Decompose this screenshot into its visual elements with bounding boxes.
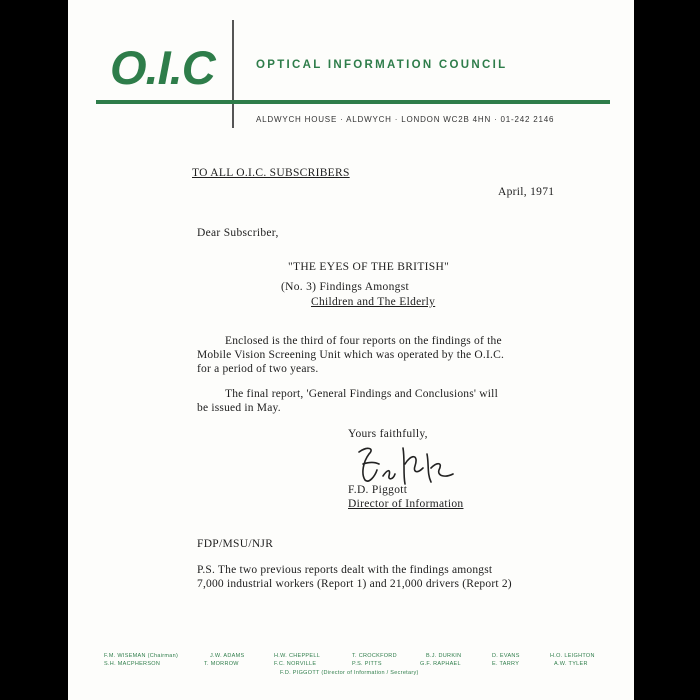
paragraph1-line: Mobile Vision Screening Unit which was operated by the O.I.C. <box>197 349 505 361</box>
signer-name: F.D. Piggott <box>348 484 408 496</box>
footer-director: J.W. ADAMS <box>210 653 245 659</box>
footer-director: A.W. TYLER <box>554 661 588 667</box>
footer-director: B.J. DURKIN <box>426 653 462 659</box>
footer-director: T. MORROW <box>204 661 239 667</box>
paragraph1-line: for a period of two years. <box>197 363 319 375</box>
paragraph1-line: Enclosed is the third of four reports on the findings of the <box>225 335 502 347</box>
footer-director: T. CROCKFORD <box>352 653 397 659</box>
postscript-line: P.S. The two previous reports dealt with the findings amongst <box>197 564 493 576</box>
letter-date: April, 1971 <box>498 186 555 198</box>
council-name: OPTICAL INFORMATION COUNCIL <box>256 59 508 71</box>
letterhead-rule <box>96 100 610 104</box>
reference-code: FDP/MSU/NJR <box>197 538 274 550</box>
letterhead-divider <box>232 20 234 128</box>
report-title: "THE EYES OF THE BRITISH" <box>288 261 450 273</box>
footer-director: D. EVANS <box>492 653 520 659</box>
footer-secretary: F.D. PIGGOTT (Director of Information / Secretary) <box>280 670 419 676</box>
letter-page <box>68 0 634 700</box>
oic-logo: O.I.C <box>110 41 215 94</box>
paragraph2-line: be issued in May. <box>197 402 281 414</box>
letterhead-address: ALDWYCH HOUSE · ALDWYCH · LONDON WC2B 4HN · 01-242 2146 <box>256 115 555 124</box>
footer-director: E. TARRY <box>492 661 520 667</box>
footer-director: H.W. CHEPPELL <box>274 653 321 659</box>
closing: Yours faithfully, <box>348 428 428 440</box>
footer-director: G.F. RAPHAEL <box>420 661 461 667</box>
footer-director: H.O. LEIGHTON <box>550 653 595 659</box>
paragraph2-line: The final report, 'General Findings and Conclusions' will <box>225 388 498 400</box>
footer-director: F.C. NORVILLE <box>274 661 317 667</box>
salutation: Dear Subscriber, <box>197 227 279 239</box>
footer-director: F.M. WISEMAN (Chairman) <box>104 653 179 659</box>
footer-director: S.H. MACPHERSON <box>104 661 161 667</box>
handwritten-signature <box>353 440 463 490</box>
signer-title: Director of Information <box>348 498 464 510</box>
footer-director: P.S. PITTS <box>352 661 382 667</box>
report-subtitle-1: (No. 3) Findings Amongst <box>281 281 409 293</box>
letter-heading: TO ALL O.I.C. SUBSCRIBERS <box>192 167 350 179</box>
report-subtitle-2: Children and The Elderly <box>311 296 436 308</box>
postscript-line: 7,000 industrial workers (Report 1) and 21,000 drivers (Report 2) <box>197 578 512 590</box>
